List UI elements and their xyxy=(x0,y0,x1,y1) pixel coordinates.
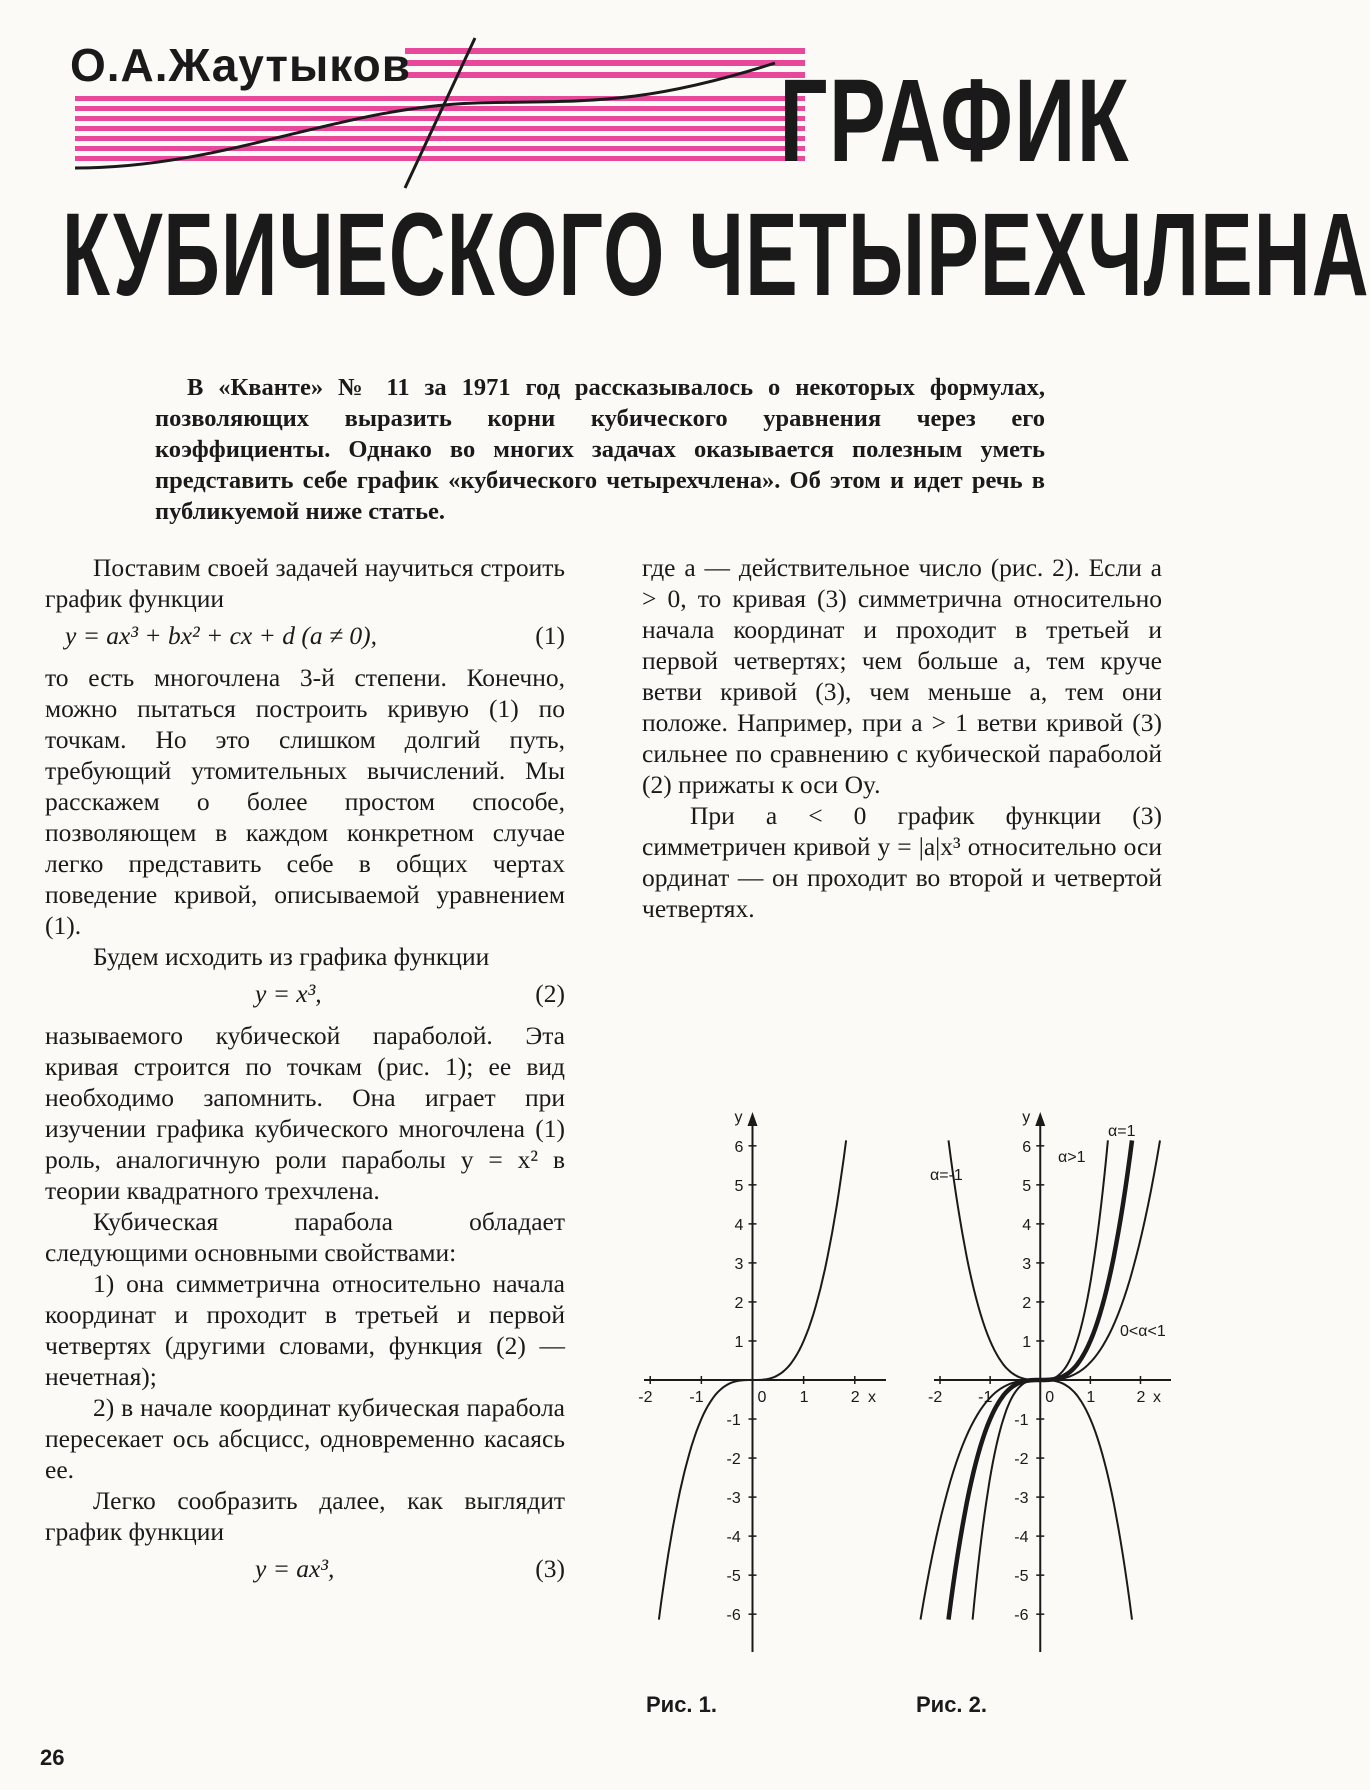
formula-3 xyxy=(45,1553,565,1589)
x-tick-label: -2 xyxy=(638,1389,653,1406)
x-tick-label: 0 xyxy=(757,1389,767,1406)
y-tick-label: 4 xyxy=(1022,1216,1032,1234)
y-tick-label: 1 xyxy=(734,1333,744,1351)
y-axis-arrow xyxy=(1035,1112,1045,1126)
paragraph: Будем исходить из графика функции xyxy=(93,942,490,971)
intro-paragraph: В «Кванте» № 11 за 1971 год рассказывалось о некоторых формулах, позволяющих выразить корни кубического уравнения через его коэффициенты. Однако во многих задачах оказывается полезным уметь представить себе график «кубического четырехчлена». Об этом и идет речь в публикуемой ниже статье. xyxy=(155,374,1045,525)
formula-text: y = ax³, xyxy=(255,1554,335,1583)
y-tick-label: 5 xyxy=(734,1177,744,1195)
y-tick-label: -3 xyxy=(1014,1490,1029,1508)
formula-number: (3) xyxy=(535,1554,565,1583)
left-column xyxy=(45,552,565,1595)
x-tick-label: 1 xyxy=(1086,1389,1096,1406)
formula-number: (2) xyxy=(535,979,565,1008)
figure-2-caption: Рис. 2. xyxy=(916,1692,988,1717)
x-tick-label: -2 xyxy=(928,1389,943,1406)
y-tick-label: -2 xyxy=(1014,1451,1029,1469)
figure-2-chart xyxy=(930,1100,1175,1660)
y-tick-label: 2 xyxy=(734,1294,744,1312)
y-axis-arrow xyxy=(748,1112,758,1126)
x-axis-label: x xyxy=(868,1389,876,1406)
y-tick-label: -5 xyxy=(1014,1568,1029,1586)
x-tick-label: 1 xyxy=(799,1389,809,1406)
paragraph: 2) в начале координат кубическая парабола пересекает ось абсцисс, одновременно касаясь ее. xyxy=(45,1393,565,1484)
x-tick-label: 2 xyxy=(850,1389,860,1406)
formula-text: y = ax³ + bx² + cx + d (a ≠ 0), xyxy=(65,621,377,650)
formula-text: y = x³, xyxy=(255,979,322,1008)
y-tick-label: -1 xyxy=(1014,1412,1029,1430)
paragraph: то есть многочлена 3-й степени. Конечно, можно пытаться построить кривую (1) по точкам. Но это слишком долгий путь, требующий утомительных вычислений. Мы расскажем о более простом способе, позволяющем в каждом конкретном случае легко представить себе в общих чертах поведение кривой, описываемой уравнением (1). xyxy=(45,663,565,940)
formula-1 xyxy=(45,620,565,656)
curve-label: α=-1 xyxy=(930,1167,963,1184)
y-tick-label: 4 xyxy=(734,1216,744,1234)
y-axis-label: y xyxy=(1022,1109,1031,1126)
y-tick-label: 6 xyxy=(1022,1138,1032,1156)
formula-number: (1) xyxy=(535,621,565,650)
paragraph: При a < 0 график функции (3) симметричен кривой y = |a|x³ относительно оси ординат — он проходит во второй и четвертой четвертях. xyxy=(642,801,1162,923)
author: О.А.Жаутыков xyxy=(70,39,412,91)
title-line-2: КУБИЧЕСКОГО ЧЕТЫРЕХЧЛЕНА xyxy=(62,189,1370,321)
y-tick-label: 6 xyxy=(734,1138,744,1156)
y-tick-label: 1 xyxy=(1022,1333,1032,1351)
y-tick-label: -1 xyxy=(726,1412,741,1430)
curve-label: α>1 xyxy=(1058,1149,1086,1166)
figure-1-chart xyxy=(640,1100,890,1660)
y-tick-label: -5 xyxy=(726,1568,741,1586)
x-axis-label: x xyxy=(1153,1389,1161,1406)
curve-label: α=1 xyxy=(1108,1123,1136,1140)
x-tick-label: -1 xyxy=(689,1389,704,1406)
y-tick-label: -3 xyxy=(726,1490,741,1508)
y-tick-label: 2 xyxy=(1022,1294,1032,1312)
y-tick-label: -4 xyxy=(726,1529,741,1547)
y-tick-label: -2 xyxy=(726,1451,741,1469)
paragraph: Кубическая парабола обладает следующими основными свойствами: xyxy=(45,1207,565,1267)
page-number: 26 xyxy=(40,1745,65,1770)
paragraph: Поставим своей задачей научиться строить график функции xyxy=(45,553,565,613)
x-tick-label: -1 xyxy=(978,1389,993,1406)
figure-1-caption: Рис. 1. xyxy=(646,1692,718,1717)
paragraph: 1) она симметрична относительно начала координат и проходит в третьей и первой четвертях (другими словами, функция (2) — нечетная); xyxy=(45,1269,565,1391)
y-tick-label: 3 xyxy=(1022,1255,1032,1273)
paragraph: где a — действительное число (рис. 2). Если a > 0, то кривая (3) симметрична относительно начала координат и проходит в третьей и первой четвертях; чем больше a, тем круче ветви кривой (3), чем меньше a, тем они положе. Например, при a > 1 ветви кривой (3) сильнее по сравнению с кубической параболой (2) прижаты к оси Oy. xyxy=(642,553,1162,799)
curve-label: 0<α<1 xyxy=(1120,1323,1166,1340)
paragraph: Легко сообразить далее, как выглядит график функции xyxy=(45,1486,565,1546)
paragraph: называемого кубической параболой. Эта кривая строится по точкам (рис. 1); ее вид необходимо запомнить. Она играет при изучении графика кубического многочлена (1) роль, аналогичную роли параболы y = x² в теории квадратного трехчлена. xyxy=(45,1021,565,1205)
right-column xyxy=(642,552,1162,924)
formula-2 xyxy=(45,978,565,1014)
title-line-1: ГРАФИК xyxy=(779,55,1130,187)
y-tick-label: -6 xyxy=(1014,1607,1029,1625)
y-axis-label: y xyxy=(734,1109,743,1126)
y-tick-label: 5 xyxy=(1022,1177,1032,1195)
x-tick-label: 0 xyxy=(1045,1389,1055,1406)
y-tick-label: -6 xyxy=(726,1607,741,1625)
x-tick-label: 2 xyxy=(1136,1389,1146,1406)
y-tick-label: -4 xyxy=(1014,1529,1029,1547)
y-tick-label: 3 xyxy=(734,1255,744,1273)
